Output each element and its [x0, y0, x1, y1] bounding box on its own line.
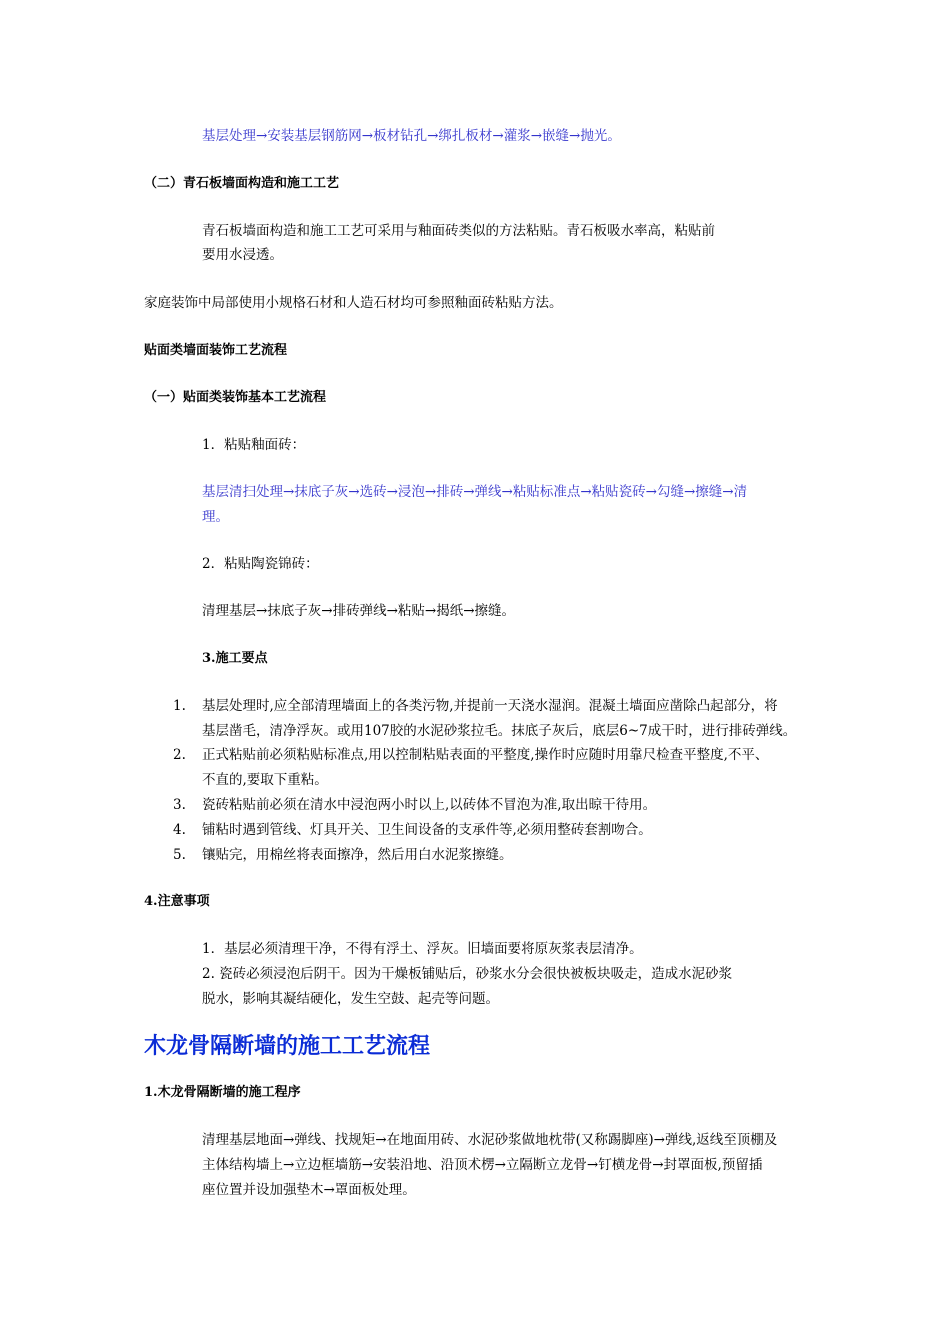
tile-basic-flow-subtitle: （一）贴面类装饰基本工艺流程	[144, 390, 327, 405]
tile-section-title: 贴面类墙面装饰工艺流程	[144, 343, 288, 358]
point-number: 5.	[173, 847, 186, 863]
wood-partition-heading: 木龙骨隔断墙的施工工艺流程	[144, 1034, 431, 1059]
glazed-tile-flow-line-2: 理。	[202, 509, 229, 525]
point-number: 3.	[173, 797, 186, 813]
wood-partition-paragraph-line-1: 清理基层地面→弹线、找规矩→在地面用砖、水泥砂浆做地枕带(又称踢脚座)→弹线,返线至顶棚及	[202, 1132, 778, 1148]
point-number: 2.	[173, 747, 186, 763]
home-decoration-note: 家庭装饰中局部使用小规格石材和人造石材均可参照釉面砖粘贴方法。	[144, 295, 563, 311]
bluestone-section-title: （二）青石板墙面构造和施工工艺	[144, 176, 340, 191]
glazed-tile-flow-line-1: 基层清扫处理→抹底子灰→选砖→浸泡→排砖→弹线→粘贴标准点→粘贴瓷砖→勾缝→擦缝→清	[202, 484, 748, 500]
note-2-line-1: 2. 瓷砖必须浸泡后阴干。因为干燥板铺贴后，砂浆水分会很快被板块吸走，造成水泥砂浆	[202, 966, 733, 982]
point-text-line: 瓷砖粘贴前必须在清水中浸泡两小时以上,以砖体不冒泡为准,取出晾干待用。	[202, 797, 657, 813]
bluestone-paragraph-line-2: 要用水浸透。	[202, 247, 283, 263]
point-number: 1.	[173, 698, 186, 714]
note-1: 1．基层必须清理干净，不得有浮土、浮灰。旧墙面要将原灰浆表层清净。	[202, 941, 643, 957]
point-text-line: 基层凿毛，清净浮灰。或用107胶的水泥砂浆拉毛。抹底子灰后，底层6~7成干时，进行排砖弹线。	[202, 723, 797, 739]
glazed-tile-item-title: 1．粘贴釉面砖：	[202, 437, 306, 453]
point-text-line: 基层处理时,应全部清理墙面上的各类污物,并提前一天浇水湿润。混凝土墙面应凿除凸起部分，将	[202, 698, 778, 714]
construction-points-title: 3.施工要点	[202, 651, 268, 666]
wood-partition-paragraph-line-2: 主体结构墙上→立边框墙筋→安装沿地、沿顶术楞→立隔断立龙骨→钉横龙骨→封罩面板,预留插	[202, 1157, 763, 1173]
mosaic-tile-item-title: 2．粘贴陶瓷锦砖：	[202, 556, 319, 572]
note-2-line-2: 脱水，影响其凝结硬化，发生空鼓、起壳等问题。	[202, 991, 499, 1007]
mosaic-tile-flow: 清理基层→抹底子灰→排砖弹线→粘贴→揭纸→擦缝。	[202, 603, 516, 619]
point-number: 4.	[173, 822, 186, 838]
stone-flow-text: 基层处理→安装基层钢筋网→板材钻孔→绑扎板材→灌浆→嵌缝→抛光。	[202, 128, 621, 144]
wood-partition-paragraph-line-3: 座位置并设加强垫木→罩面板处理。	[202, 1182, 416, 1198]
wood-partition-subtitle: 1.木龙骨隔断墙的施工程序	[144, 1085, 301, 1100]
point-text-line: 镶贴完，用棉丝将表面擦净，然后用白水泥浆擦缝。	[202, 847, 513, 863]
point-text-line: 不直的,要取下重粘。	[202, 772, 328, 788]
notes-title: 4.注意事项	[144, 894, 210, 909]
point-text-line: 正式粘贴前必须粘贴标准点,用以控制粘贴表面的平整度,操作时应随时用靠尺检查平整度,不平、	[202, 747, 769, 763]
point-text-line: 铺粘时遇到管线、灯具开关、卫生间设备的支承件等,必须用整砖套割吻合。	[202, 822, 652, 838]
bluestone-paragraph-line-1: 青石板墙面构造和施工工艺可采用与釉面砖类似的方法粘贴。青石板吸水率高，粘贴前	[202, 223, 715, 239]
